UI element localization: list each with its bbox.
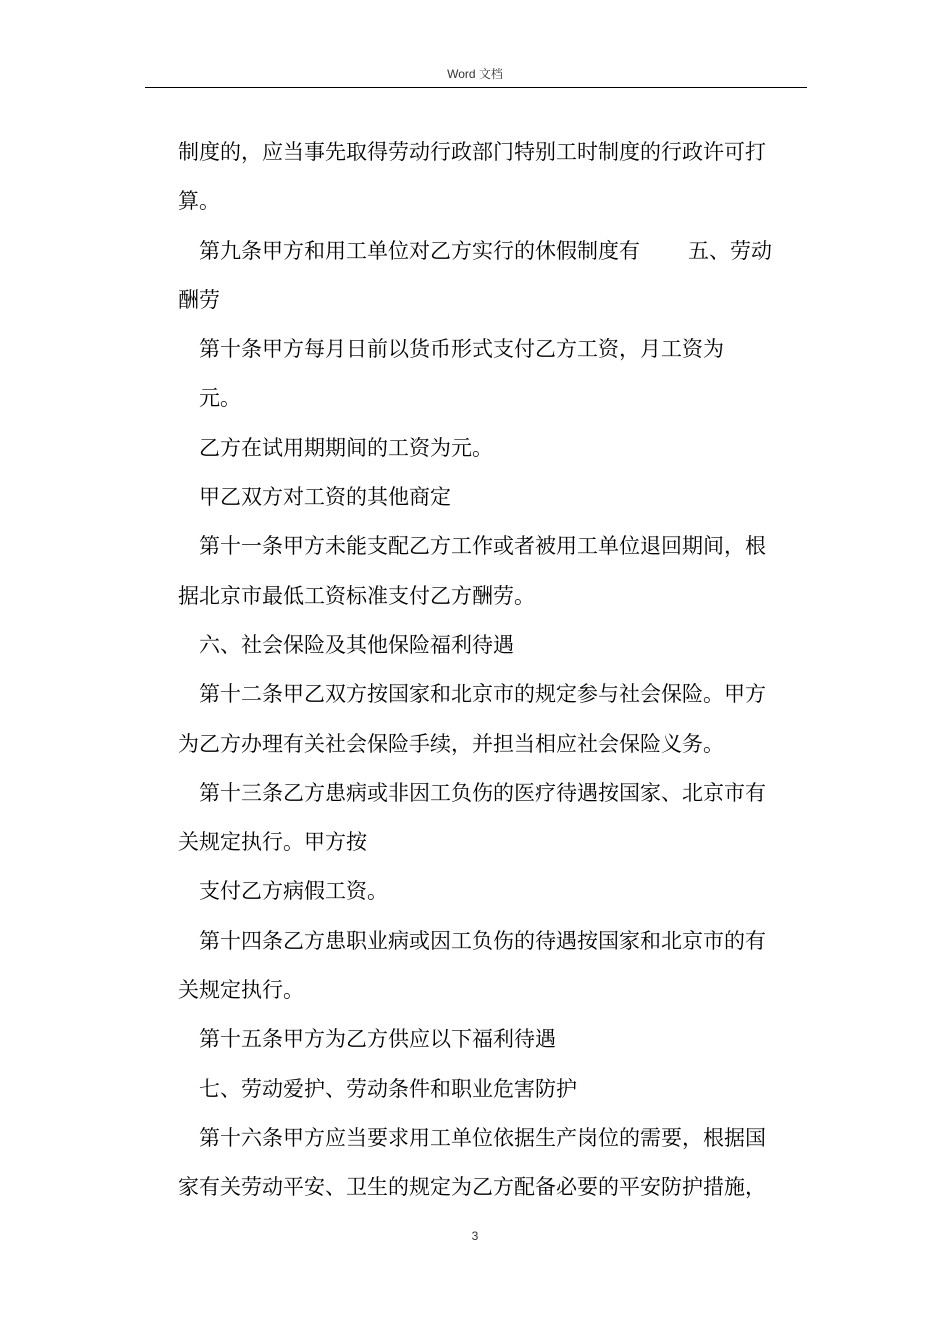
page-header: Word 文档: [447, 67, 503, 81]
text-line: 第十六条甲方应当要求用工单位依据生产岗位的需要，根据国: [199, 1125, 766, 1150]
text-line: 第十三条乙方患病或非因工负伤的医疗待遇按国家、北京市有: [199, 780, 766, 805]
section-heading: 七、劳动爱护、劳动条件和职业危害防护: [199, 1076, 577, 1101]
text-line: 为乙方办理有关社会保险手续，并担当相应社会保险义务。: [178, 731, 724, 756]
section-heading: 五、劳动: [688, 238, 772, 263]
text-line: 据北京市最低工资标准支付乙方酬劳。: [178, 583, 535, 608]
text-line: 第十条甲方每月日前以货币形式支付乙方工资，月工资为: [199, 337, 724, 362]
section-heading: 酬劳: [178, 287, 220, 312]
text-line: [178, 227, 808, 276]
text-line: 第十二条甲乙双方按国家和北京市的规定参与社会保险。甲方: [199, 682, 766, 707]
document-body: [178, 128, 808, 1213]
text-line: 家有关劳动平安、卫生的规定为乙方配备必要的平安防护措施，: [178, 1175, 766, 1200]
text-segment: 第九条甲方和用工单位对乙方实行的休假制度有: [199, 238, 640, 263]
page-number: 3: [471, 1229, 479, 1243]
text-line: 甲乙双方对工资的其他商定: [199, 485, 451, 510]
text-line: 制度的，应当事先取得劳动行政部门特别工时制度的行政许可打: [178, 140, 766, 164]
text-line: 支付乙方病假工资。: [199, 879, 388, 904]
text-line: 第十四条乙方患职业病或因工负伤的待遇按国家和北京市的有: [199, 928, 766, 953]
header-divider: [145, 87, 807, 88]
text-line: 算。: [178, 189, 220, 214]
text-line: 第十五条甲方为乙方供应以下福利待遇: [199, 1027, 556, 1052]
text-line: 关规定执行。甲方按: [178, 830, 367, 855]
text-line: 关规定执行。: [178, 978, 304, 1003]
text-line: 元。: [199, 386, 241, 411]
section-heading: 六、社会保险及其他保险福利待遇: [199, 632, 514, 657]
text-line: 乙方在试用期期间的工资为元。: [199, 435, 493, 460]
text-line: 第十一条甲方未能支配乙方工作或者被用工单位退回期间，根: [199, 534, 766, 559]
